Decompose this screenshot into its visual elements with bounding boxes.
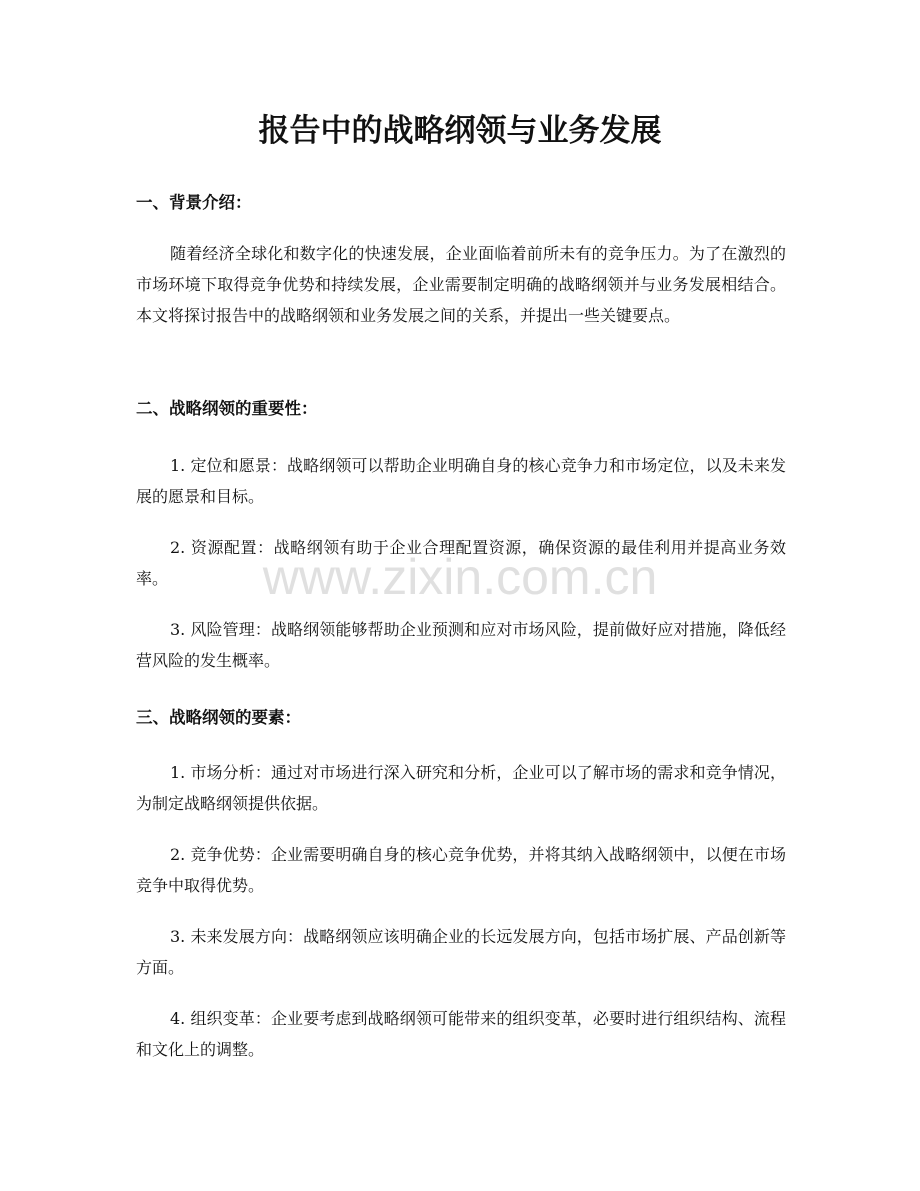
section-heading-importance: 二、战略纲领的重要性：	[136, 399, 318, 418]
section-heading-elements: 三、战略纲领的要素：	[136, 708, 301, 727]
paragraph-importance-resources: 2. 资源配置：战略纲领有助于企业合理配置资源，确保资源的最佳利用并提高业务效率。	[136, 538, 786, 588]
paragraph-importance-positioning: 1. 定位和愿景：战略纲领可以帮助企业明确自身的核心竞争力和市场定位，以及未来发展的愿景和目标。	[136, 456, 786, 506]
paragraph-elements-market: 1. 市场分析：通过对市场进行深入研究和分析，企业可以了解市场的需求和竞争情况，为制定战略纲领提供依据。	[136, 763, 786, 813]
paragraph-background-intro: 随着经济全球化和数字化的快速发展，企业面临着前所未有的竞争压力。为了在激烈的市场环境下取得竞争优势和持续发展，企业需要制定明确的战略纲领并与业务发展相结合。本文将探讨报告中的战略纲领和业务发展之间的关系，并提出一些关键要点。	[136, 244, 786, 325]
document-title: 报告中的战略纲领与业务发展	[258, 113, 662, 149]
paragraph-elements-direction: 3. 未来发展方向：战略纲领应该明确企业的长远发展方向，包括市场扩展、产品创新等方面。	[136, 927, 786, 977]
watermark-text: www.zixin.com.cn	[262, 549, 658, 605]
section-heading-background: 一、背景介绍：	[136, 193, 252, 212]
paragraph-importance-risk: 3. 风险管理：战略纲领能够帮助企业预测和应对市场风险，提前做好应对措施，降低经营风险的发生概率。	[136, 620, 786, 670]
paragraph-elements-organization: 4. 组织变革：企业要考虑到战略纲领可能带来的组织变革，必要时进行组织结构、流程和文化上的调整。	[136, 1009, 786, 1059]
paragraph-elements-advantage: 2. 竞争优势：企业需要明确自身的核心竞争优势，并将其纳入战略纲领中，以便在市场竞争中取得优势。	[136, 845, 786, 895]
